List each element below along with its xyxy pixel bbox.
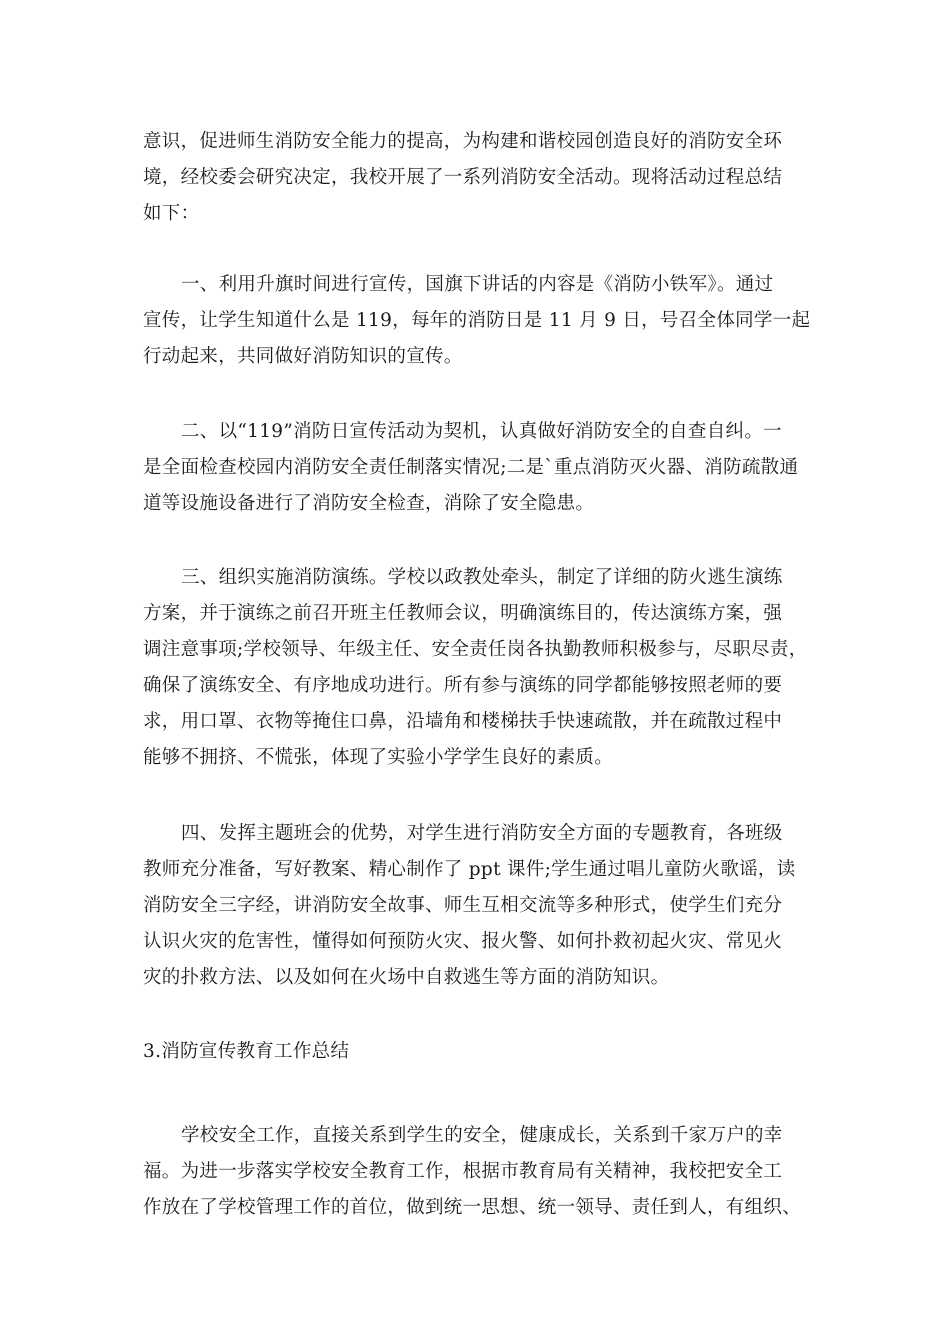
text-line: 能够不拥挤、不慌张，体现了实验小学学生良好的素质。: [143, 747, 614, 768]
text-line: 如下：: [143, 203, 200, 224]
heading-text: 3.消防宣传教育工作总结: [143, 1041, 350, 1062]
section-heading: [143, 1034, 823, 1070]
text-line: 四、发挥主题班会的优势，对学生进行消防安全方面的专题教育，各班级: [181, 823, 783, 844]
text-line: 调注意事项;学校领导、年级主任、安全责任岗各执勤教师积极参与，尽职尽责，: [143, 639, 808, 660]
paragraph-intro: [143, 124, 823, 232]
text-line: 是全面检查校园内消防安全责任制落实情况;二是`重点消防灭火器、消防疏散通: [143, 457, 799, 478]
paragraph-section-3: [143, 560, 823, 776]
text-line: 意识，促进师生消防安全能力的提高，为构建和谐校园创造良好的消防安全环: [143, 131, 783, 152]
text-line: 学校安全工作，直接关系到学生的安全，健康成长，关系到千家万户的幸: [181, 1125, 783, 1146]
text-line: 方案，并于演练之前召开班主任教师会议，明确演练目的，传达演练方案，强: [143, 603, 783, 624]
text-line: 三、组织实施消防演练。学校以政教处牵头，制定了详细的防火逃生演练: [181, 567, 783, 588]
text-line: 宣传，让学生知道什么是 119，每年的消防日是 11 月 9 日，号召全体同学一起: [143, 310, 811, 331]
text-line: 二、以“119”消防日宣传活动为契机，认真做好消防安全的自查自纠。一: [181, 421, 782, 442]
text-line: 境，经校委会研究决定，我校开展了一系列消防安全活动。现将活动过程总结: [143, 167, 783, 188]
text-line: 确保了演练安全、有序地成功进行。所有参与演练的同学都能够按照老师的要: [143, 675, 783, 696]
text-line: 福。为进一步落实学校安全教育工作，根据市教育局有关精神，我校把安全工: [143, 1161, 783, 1182]
paragraph-summary: [143, 1118, 823, 1226]
text-line: 灾的扑救方法、以及如何在火场中自救逃生等方面的消防知识。: [143, 967, 670, 988]
text-line: 道等设施设备进行了消防安全检查，消除了安全隐患。: [143, 493, 595, 514]
text-line: 教师充分准备，写好教案、精心制作了 ppt 课件;学生通过唱儿童防火歌谣，读: [143, 859, 796, 880]
paragraph-section-1: [143, 267, 823, 375]
text-line: 认识火灾的危害性，懂得如何预防火灾、报火警、如何扑救初起火灾、常见火: [143, 931, 783, 952]
text-line: 作放在了学校管理工作的首位，做到统一思想、统一领导、责任到人，有组织、: [143, 1197, 802, 1218]
text-line: 行动起来，共同做好消防知识的宣传。: [143, 346, 463, 367]
text-line: 消防安全三字经，讲消防安全故事、师生互相交流等多种形式，使学生们充分: [143, 895, 783, 916]
text-line: 求，用口罩、衣物等掩住口鼻，沿墙角和楼梯扶手快速疏散，并在疏散过程中: [143, 711, 783, 732]
text-line: 一、利用升旗时间进行宣传，国旗下讲话的内容是《消防小铁军》。通过: [181, 274, 774, 295]
paragraph-section-4: [143, 816, 823, 996]
paragraph-section-2: [143, 414, 823, 522]
